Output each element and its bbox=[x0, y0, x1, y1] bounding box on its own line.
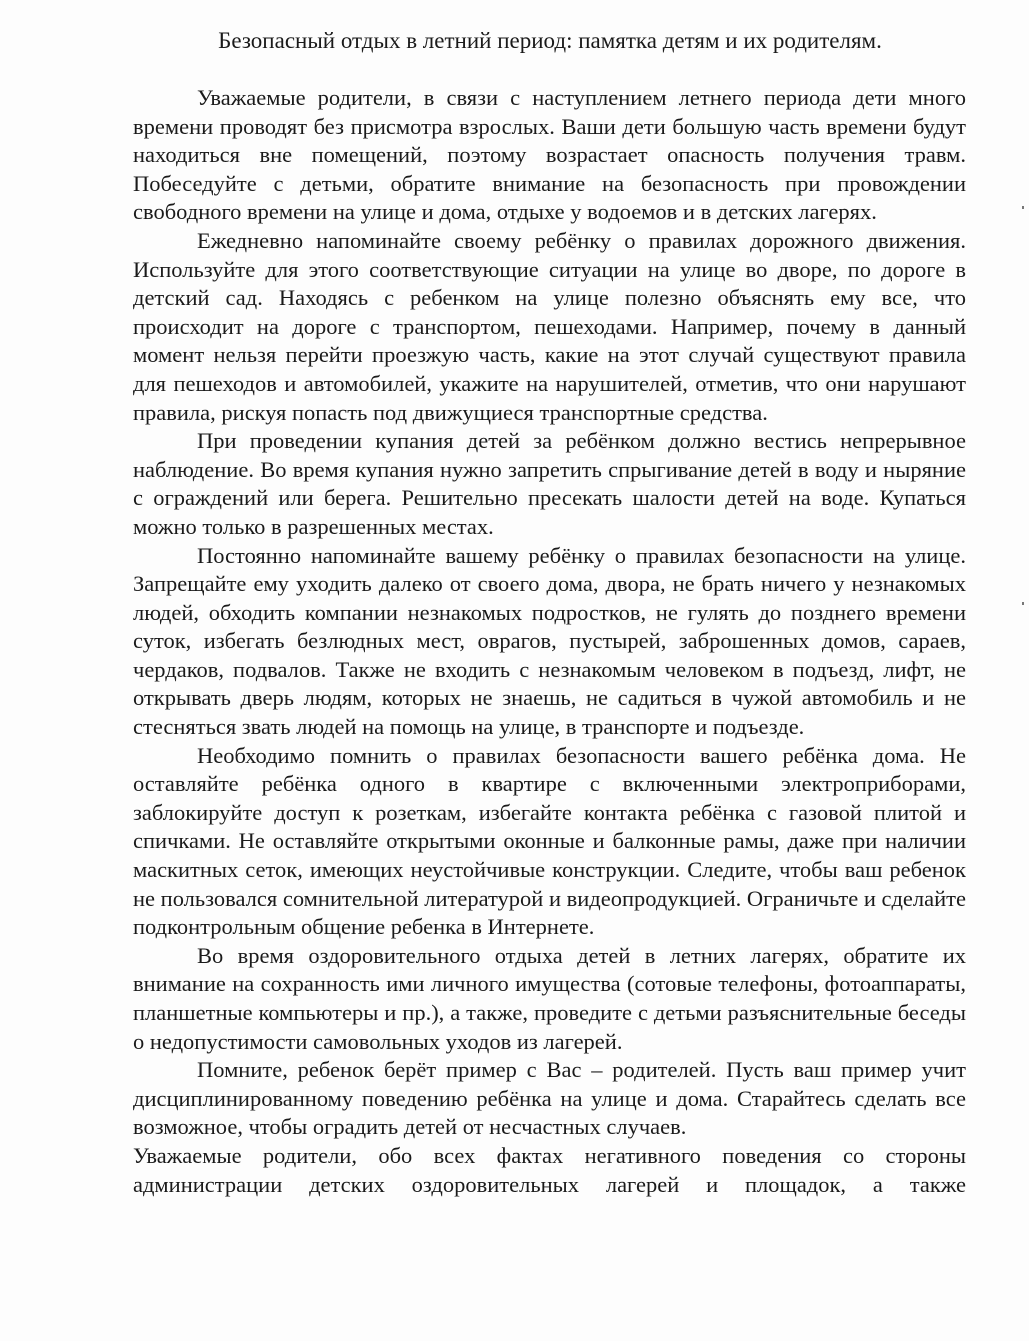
paragraph-street-safety: Постоянно напоминайте вашему ребёнку о правилах безопасности на улице. Запрещайте ему уходить далеко от своего дома, двора, не брать ничего у незнакомых людей, обходить компании незнакомых подростков, не гулять до позднего времени суток, избегать безлюдных мест, оврагов, пустырей, заброшенных домов, сараев, чердаков, подвалов. Также не входить с незнакомым человеком в подъезд, лифт, не открывать дверь людям, которых не знаешь, не садиться в чужой автомобиль и не стесняться звать людей на помощь на улице, в транспорте и подъезде. bbox=[133, 542, 966, 740]
document-body bbox=[133, 84, 966, 1199]
paragraph-summer-camps: Во время оздоровительного отдыха детей в летних лагерях, обратите их внимание на сохранность ими личного имущества (сотовые телефоны, фотоаппараты, планшетные компьютеры и пр.), а также, проведите с детьми разъяснительные беседы о недопустимости самовольных уходов из лагерей. bbox=[133, 942, 966, 1054]
scan-speck bbox=[1022, 602, 1024, 605]
paragraph-home-safety: Необходимо помнить о правилах безопасности вашего ребёнка дома. Не оставляйте ребёнка одного в квартире с включенными электроприборами, заблокируйте доступ к розеткам, избегайте контакта ребёнка с газовой плитой и спичками. Не оставляйте открытыми оконные и балконные рамы, даже при наличии маскитных сеток, имеющих неустойчивые конструкции. Следите, чтобы ваш ребенок не пользовался сомнительной литературой и видеопродукцией. Ограничьте и сделайте подконтрольным общение ребенка в Интернете. bbox=[133, 742, 966, 940]
scan-speck bbox=[1022, 206, 1024, 209]
paragraph-swimming: При проведении купания детей за ребёнком должно вестись непрерывное наблюдение. Во время купания нужно запретить спрыгивание детей в воду и ныряние с ограждений или берега. Решительно пресекать шалости детей на воде. Купаться можно только в разрешенных местах. bbox=[133, 428, 966, 539]
paragraph-road-safety: Ежедневно напоминайте своему ребёнку о правилах дорожного движения. Используйте для этого соответствующие ситуации на улице во дворе, по дороге в детский сад. Находясь с ребенком на улице полезно объяснять ему все, что происходит на дороге с транспортом, пешеходами. Например, почему в данный момент нельзя перейти проезжую часть, какие на этот случай существуют правила для пешеходов и автомобилей, укажите на нарушителей, отметив, что они нарушают правила, рискуя попасть под движущиеся транспортные средства. bbox=[133, 227, 966, 425]
paragraph-intro: Уважаемые родители, в связи с наступлением летнего периода дети много времени проводят без присмотра взрослых. Ваши дети большую часть времени будут находиться вне помещений, поэтому возрастает опасность получения травм. Побеседуйте с детьми, обратите внимание на безопасность при провождении свободного времени на улице и дома, отдыхе у водоемов и в детских лагерях. bbox=[133, 85, 966, 225]
document-title: Безопасный отдых в летний период: памятка детям и их родителям. bbox=[218, 28, 882, 53]
paragraph-reporting: Уважаемые родители, обо всех фактах негативного поведения со стороны администрации детских оздоровительных лагерей и площадок, а также bbox=[133, 1142, 966, 1197]
paragraph-parent-example: Помните, ребенок берёт пример с Вас – родителей. Пусть ваш пример учит дисциплинированному поведению ребёнка на улице и дома. Старайтесь сделать все возможное, чтобы оградить детей от несчастных случаев. bbox=[133, 1057, 966, 1140]
